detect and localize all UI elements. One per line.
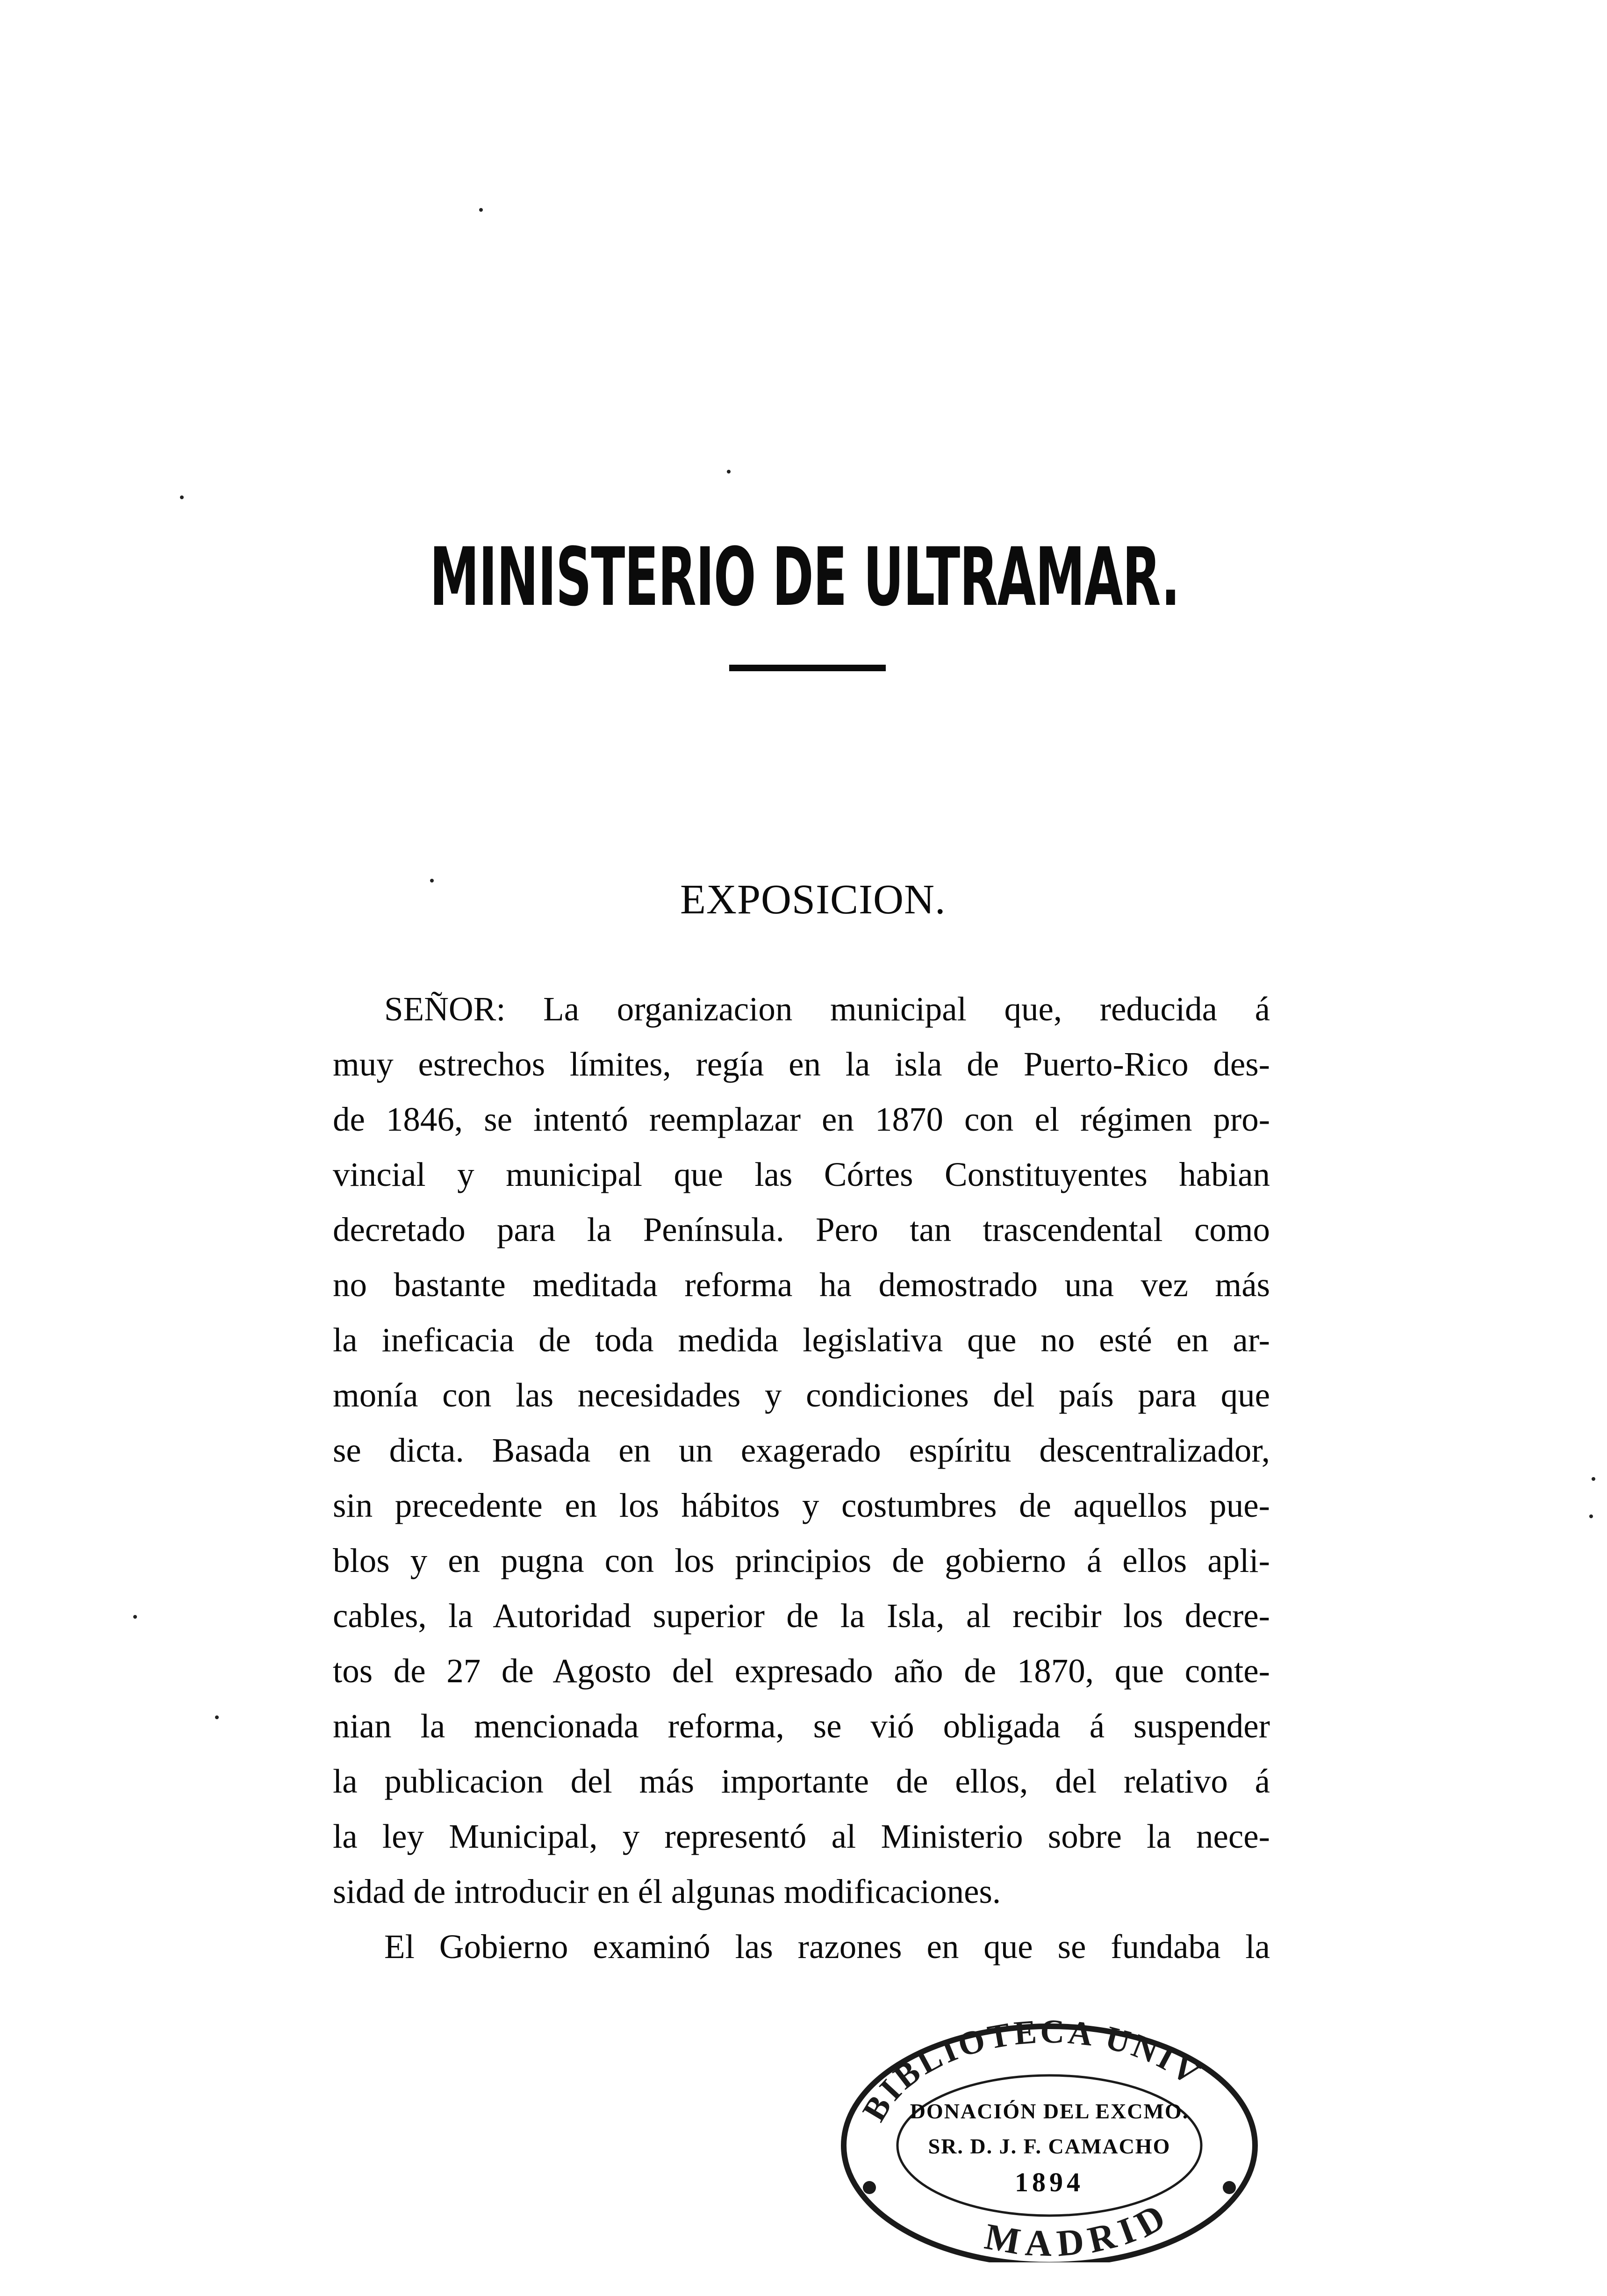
scan-speck (215, 1715, 219, 1719)
text-line: no bastante meditada reforma ha demostrado una vez más (333, 1266, 1270, 1304)
scan-speck (479, 208, 483, 212)
text-line: vincial y municipal que las Córtes Constituyentes habian (333, 1155, 1270, 1193)
text-line: tos de 27 de Agosto del expresado año de 1870, que conte- (333, 1652, 1270, 1690)
text-line: la ley Municipal, y representó al Ministerio sobre la nece- (333, 1817, 1270, 1855)
text-line: se dicta. Basada en un exagerado espíritu descentralizador, (333, 1431, 1270, 1469)
title-rule-divider (729, 665, 886, 671)
stamp-donor-line: SR. D. J. F. CAMACHO (928, 2134, 1171, 2158)
scan-speck (1592, 1477, 1595, 1481)
library-stamp (832, 2010, 1267, 2262)
text-line: sidad de introducir en él algunas modificaciones. (333, 1873, 1001, 1910)
stamp-year-line: 1894 (1015, 2167, 1084, 2197)
stamp-donation-line: DONACIÓN DEL EXCMO. (910, 2099, 1189, 2123)
text-line: de 1846, se intentó reemplazar en 1870 con el régimen pro- (333, 1100, 1270, 1138)
text-line: sin precedente en los hábitos y costumbres de aquellos pue- (333, 1486, 1270, 1524)
stamp-arc-text: BIBLIOTECA UNIV (855, 2012, 1209, 2128)
paragraph-1 (333, 982, 1270, 1919)
scan-speck (430, 879, 434, 883)
text-line: SEÑOR: La organizacion municipal que, reducida á (384, 990, 1270, 1028)
text-line: decretado para la Península. Pero tan trascendental como (333, 1211, 1270, 1248)
text-line: la publicacion del más importante de ellos, del relativo á (333, 1762, 1270, 1800)
scan-speck (727, 470, 731, 474)
text-line: monía con las necesidades y condiciones del país para que (333, 1376, 1270, 1414)
stamp-city-text: MADRID (982, 2193, 1178, 2262)
text-line: muy estrechos límites, regía en la isla de Puerto-Rico des- (333, 1045, 1270, 1083)
body-text (333, 982, 1270, 1974)
page-title: MINISTERIO DE ULTRAMAR. (430, 530, 1180, 624)
text-line: la ineficacia de toda medida legislativa que no esté en ar- (333, 1321, 1270, 1359)
scan-speck (180, 495, 184, 499)
text-line: nian la mencionada reforma, se vió obligada á suspender (333, 1707, 1270, 1745)
scan-speck (1589, 1514, 1593, 1518)
section-heading: EXPOSICION. (680, 876, 946, 923)
paragraph-2 (333, 1919, 1270, 1974)
text-line: cables, la Autoridad superior de la Isla, al recibir los decre- (333, 1597, 1270, 1635)
scan-speck (133, 1615, 137, 1619)
text-line: El Gobierno examinó las razones en que se fundaba la (384, 1928, 1270, 1966)
text-line: blos y en pugna con los principios de gobierno á ellos apli- (333, 1542, 1270, 1579)
